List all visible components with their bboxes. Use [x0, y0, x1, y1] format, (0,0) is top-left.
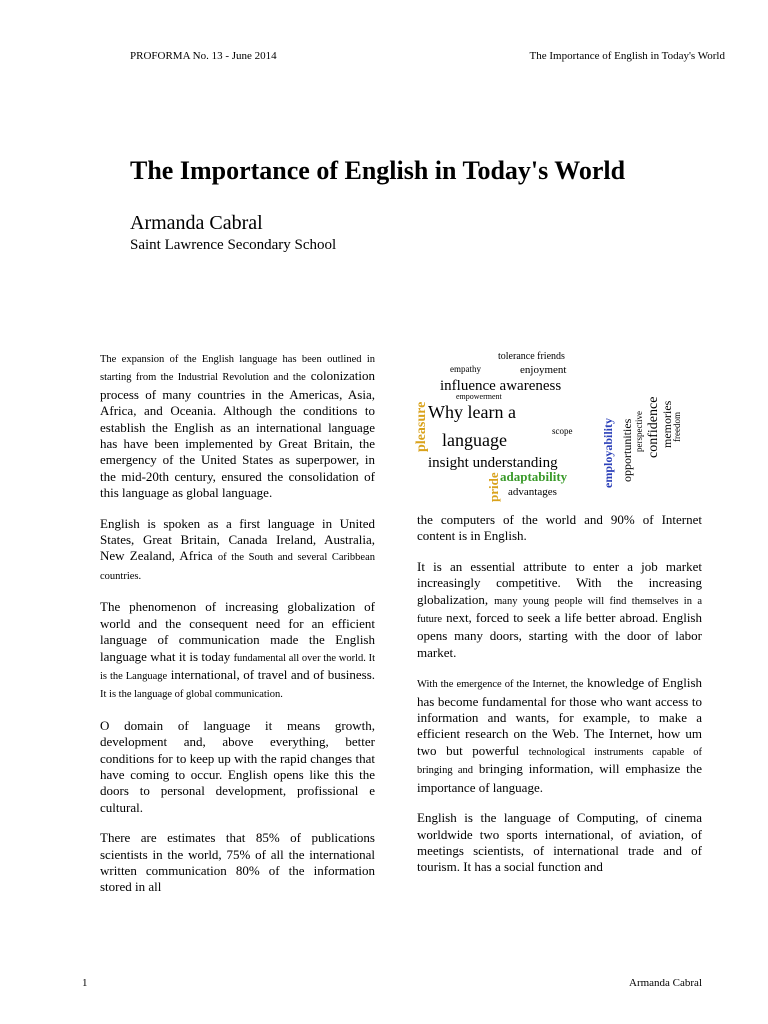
word-cloud-word: enjoyment [520, 364, 567, 376]
paragraph-internet-main2: bringing information, will emphasize the importance of language. [417, 761, 703, 795]
running-header-right: The Importance of English in Today's World [529, 50, 725, 62]
word-cloud-word: scope [552, 426, 573, 436]
word-cloud-word: perspective [634, 411, 644, 452]
word-cloud-word: confidence [646, 396, 661, 458]
paragraph-globalization-small2: It is the language of global communication. [100, 689, 283, 701]
paragraph-computing: English is the language of Computing, of cinema worldwide two sports international, of aviation, of meetings scientists, of international trade and of tourism. It has a social function and [417, 810, 702, 875]
paragraph-first-language [100, 516, 375, 586]
paragraph-internet [417, 675, 702, 796]
running-header-left: PROFORMA No. 13 - June 2014 [130, 50, 277, 62]
article-affiliation: Saint Lawrence Secondary School [130, 237, 337, 253]
paragraph-job-market-main2: next, forced to seek a life better abroad. English opens many doors, starting with the door of labor market. [417, 610, 702, 660]
word-cloud-word: memories [660, 400, 674, 448]
word-cloud-word: pride [486, 472, 501, 502]
word-cloud-word: freedom [672, 412, 682, 442]
paragraph-first-language-small: of the South and several Caribbean countries. [100, 552, 376, 582]
paragraph-globalization-small: fundamental all over the world. It is the Language [100, 652, 376, 682]
word-cloud-word: Why learn a [428, 402, 516, 422]
word-cloud-word: empathy [450, 364, 481, 374]
word-cloud-word: advantages [508, 486, 557, 498]
word-cloud-word: empowerment [456, 392, 502, 401]
paragraph-globalization-main: The phenomenon of increasing globalization of world and the consequent need for an efficient language of communication made the English language what it is today [100, 599, 375, 664]
left-column [100, 350, 375, 910]
word-cloud-word: opportunities [620, 418, 634, 482]
paragraph-estimates: There are estimates that 85% of publications scientists in the world, 75% of all the international written communication 80% of the information stored in all [100, 830, 375, 895]
footer-author: Armanda Cabral [629, 977, 702, 989]
word-cloud-word: pleasure [414, 401, 429, 452]
word-cloud-image [412, 346, 702, 506]
paragraph-expansion-main: colonization process of many countries in the Americas, Asia, Africa, and Oceania. Although the conditions to establish the English as an international language has have been implemented by Great Britain, the emergency of the United States as superpower, in the mid-20th century, ensured the consolidation of this language as global language. [100, 368, 375, 501]
paragraph-domain: O domain of language it means growth, development and, above everything, better conditions for to keep up with the rapid changes that have coming to occur. English opens like this the doors to personal development, profissional e cultural. [100, 717, 375, 815]
word-cloud-word: adaptability [500, 469, 568, 484]
paragraph-first-language-main: English is spoken as a first language in United States, Great Britain, Canada Ireland, Australia, New Zealand, Africa [100, 515, 375, 564]
word-cloud-word: insight understanding [428, 455, 558, 471]
paragraph-internet-small2: technological instruments capable of bringing and [417, 746, 702, 777]
page-number: 1 [82, 977, 88, 989]
paragraph-computers: the computers of the world and 90% of Internet content is in English. [417, 512, 702, 544]
paragraph-job-market-main: It is an essential attribute to enter a job market increasingly competitive. With the increasing globalization, [417, 558, 702, 607]
paragraph-job-market-small: many young people will find themselves in a future [417, 595, 703, 626]
paragraph-expansion [100, 350, 375, 502]
word-cloud-word: tolerance friends [498, 351, 565, 362]
paragraph-internet-small: With the emergence of the Internet, the [417, 679, 584, 691]
word-cloud-word: language [442, 430, 507, 450]
article-title: The Importance of English in Today's World [130, 156, 626, 185]
paragraph-job-market [417, 559, 702, 661]
word-cloud-word: employability [601, 417, 615, 488]
paragraph-globalization-main2: international, of travel and of business. [170, 666, 376, 682]
article-author: Armanda Cabral [130, 212, 263, 234]
paragraph-globalization [100, 599, 375, 703]
paragraph-internet-main: knowledge of English has become fundamental for those who want access to information and wants, for example, to make a efficient research on the Web. The Internet, how um two but powerful [417, 675, 703, 758]
paragraph-expansion-small: The expansion of the English language has been outlined in starting from the Industrial Revolution and the [100, 354, 375, 384]
word-cloud-word: influence awareness [440, 378, 562, 394]
right-column [417, 512, 702, 890]
